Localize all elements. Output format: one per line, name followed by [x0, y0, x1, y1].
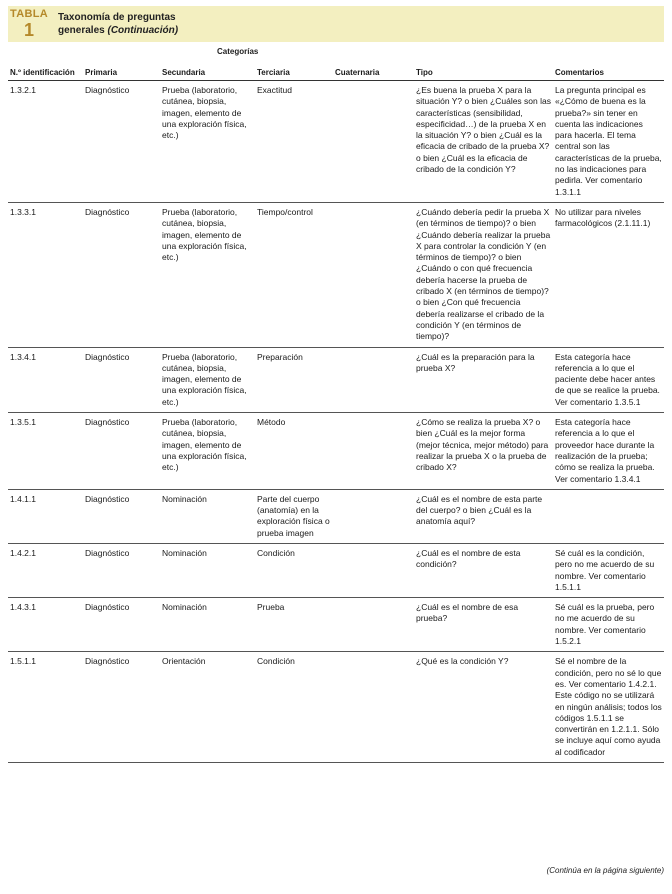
cell-id: 1.4.3.1 [8, 598, 83, 652]
cell-quaternary [333, 413, 414, 490]
cell-primary: Diagnóstico [83, 598, 160, 652]
cell-type: ¿Cómo se realiza la prueba X? o bien ¿Cuál es la mejor forma (mejor técnica, mejor método) para realizar la prueba X o la prueba de cribado X? [414, 413, 553, 490]
taxonomy-table [8, 65, 664, 763]
table-title-bar [8, 6, 664, 42]
col-header-type: Tipo [414, 65, 553, 81]
cell-tertiary: Método [255, 413, 333, 490]
table-row [8, 543, 664, 597]
cell-comments: Sé el nombre de la condición, pero no sé lo que es. Ver comentario 1.4.2.1. Este código no se utilizará en ningún análisis; todos los códigos 1.5.1.1 se convertirán en 1.2.1.1. Sólo se incluye aquí como ayuda al codificador [553, 652, 664, 763]
cell-id: 1.3.3.1 [8, 202, 83, 347]
cell-tertiary: Preparación [255, 347, 333, 412]
table-title-generales: generales [58, 25, 105, 36]
cell-id: 1.5.1.1 [8, 652, 83, 763]
cell-primary: Diagnóstico [83, 81, 160, 203]
col-header-id: N.º identificación [8, 65, 83, 81]
cell-comments: La pregunta principal es «¿Cómo de buena es la prueba?» sin tener en cuenta las indicaciones para hacerla. El tema central son las características de la prueba, no las indicaciones para pedirla. Ver comentario 1.3.1.1 [553, 81, 664, 203]
table-number-box [8, 6, 50, 40]
cell-quaternary [333, 543, 414, 597]
column-header-row [8, 65, 664, 81]
table-row [8, 413, 664, 490]
cell-quaternary [333, 652, 414, 763]
col-header-secondary: Secundaria [160, 65, 255, 81]
cell-quaternary [333, 598, 414, 652]
table-row [8, 652, 664, 763]
table-title-continuation: (Continuación) [107, 25, 179, 36]
col-header-comments: Comentarios [553, 65, 664, 81]
table-row [8, 489, 664, 543]
cell-tertiary: Parte del cuerpo (anatomía) en la exploración física o prueba imagen [255, 489, 333, 543]
col-header-primary: Primaria [83, 65, 160, 81]
cell-primary: Diagnóstico [83, 413, 160, 490]
cell-secondary: Prueba (laboratorio, cutánea, biopsia, imagen, elemento de una exploración física, etc.) [160, 413, 255, 490]
cell-comments: Sé cuál es la condición, pero no me acuerdo de su nombre. Ver comentario 1.5.1.1 [553, 543, 664, 597]
cell-type: ¿Cuál es el nombre de esa prueba? [414, 598, 553, 652]
cell-quaternary [333, 489, 414, 543]
cell-primary: Diagnóstico [83, 202, 160, 347]
cell-type: ¿Qué es la condición Y? [414, 652, 553, 763]
table-row [8, 202, 664, 347]
cell-quaternary [333, 202, 414, 347]
cell-quaternary [333, 81, 414, 203]
table-number: 1 [23, 20, 34, 40]
cell-secondary: Nominación [160, 598, 255, 652]
table-title [50, 6, 178, 37]
cell-comments: Esta categoría hace referencia a lo que el paciente debe hacer antes de que se realice la prueba. Ver comentario 1.3.5.1 [553, 347, 664, 412]
cell-comments [553, 489, 664, 543]
cell-id: 1.4.1.1 [8, 489, 83, 543]
table-label: TABLA [10, 8, 48, 20]
table-title-line1: Taxonomía de preguntas [58, 12, 176, 23]
cell-primary: Diagnóstico [83, 489, 160, 543]
cell-secondary: Orientación [160, 652, 255, 763]
cell-id: 1.3.4.1 [8, 347, 83, 412]
cell-id: 1.3.5.1 [8, 413, 83, 490]
cell-primary: Diagnóstico [83, 652, 160, 763]
cell-comments: Esta categoría hace referencia a lo que el proveedor hace durante la realización de la prueba; cómo se realiza la prueba. Ver comentario 1.3.4.1 [553, 413, 664, 490]
cell-secondary: Prueba (laboratorio, cutánea, biopsia, imagen, elemento de una exploración física, etc.) [160, 347, 255, 412]
table-row [8, 347, 664, 412]
cell-secondary: Prueba (laboratorio, cutánea, biopsia, imagen, elemento de una exploración física, etc.) [160, 81, 255, 203]
cell-type: ¿Es buena la prueba X para la situación Y? o bien ¿Cuáles son las características (sensibilidad, especificidad…) de la prueba X en la situación Y? o bien ¿Cuál es la eficacia de cribado de la prueba X? o bien ¿Cuál es la eficacia de cribado de la condición Y? [414, 81, 553, 203]
cell-type: ¿Cuándo debería pedir la prueba X (en términos de tiempo)? o bien ¿Cuándo debería realizar la prueba X para controlar la condición Y (en términos de tiempo)? o bien ¿Cuándo o con qué frecuencia debería hacerse la prueba de cribado X (en términos de tiempo)? o bien ¿Con qué frecuencia debería realizarse el cribado de la condición Y (en términos de tiempo)? [414, 202, 553, 347]
cell-id: 1.4.2.1 [8, 543, 83, 597]
cell-secondary: Nominación [160, 489, 255, 543]
cell-primary: Diagnóstico [83, 543, 160, 597]
cell-secondary: Nominación [160, 543, 255, 597]
cell-tertiary: Condición [255, 652, 333, 763]
cell-tertiary: Tiempo/control [255, 202, 333, 347]
table-row [8, 81, 664, 203]
table-row [8, 598, 664, 652]
cell-type: ¿Cuál es el nombre de esta parte del cuerpo? o bien ¿Cuál es la anatomía aquí? [414, 489, 553, 543]
cell-type: ¿Cuál es la preparación para la prueba X? [414, 347, 553, 412]
col-header-quaternary: Cuaternaria [333, 65, 414, 81]
cell-primary: Diagnóstico [83, 347, 160, 412]
table-title-line2 [58, 24, 178, 37]
cell-comments: Sé cuál es la prueba, pero no me acuerdo de su nombre. Ver comentario 1.5.2.1 [553, 598, 664, 652]
cell-quaternary [333, 347, 414, 412]
cell-id: 1.3.2.1 [8, 81, 83, 203]
cell-tertiary: Exactitud [255, 81, 333, 203]
cell-secondary: Prueba (laboratorio, cutánea, biopsia, imagen, elemento de una exploración física, etc.) [160, 202, 255, 347]
continuation-note: (Continúa en la página siguiente) [546, 866, 664, 875]
cell-comments: No utilizar para niveles farmacológicos (2.1.11.1) [553, 202, 664, 347]
cell-type: ¿Cuál es el nombre de esta condición? [414, 543, 553, 597]
col-header-tertiary: Terciaria [255, 65, 333, 81]
categories-header: Categorías [217, 47, 259, 56]
cell-tertiary: Prueba [255, 598, 333, 652]
cell-tertiary: Condición [255, 543, 333, 597]
